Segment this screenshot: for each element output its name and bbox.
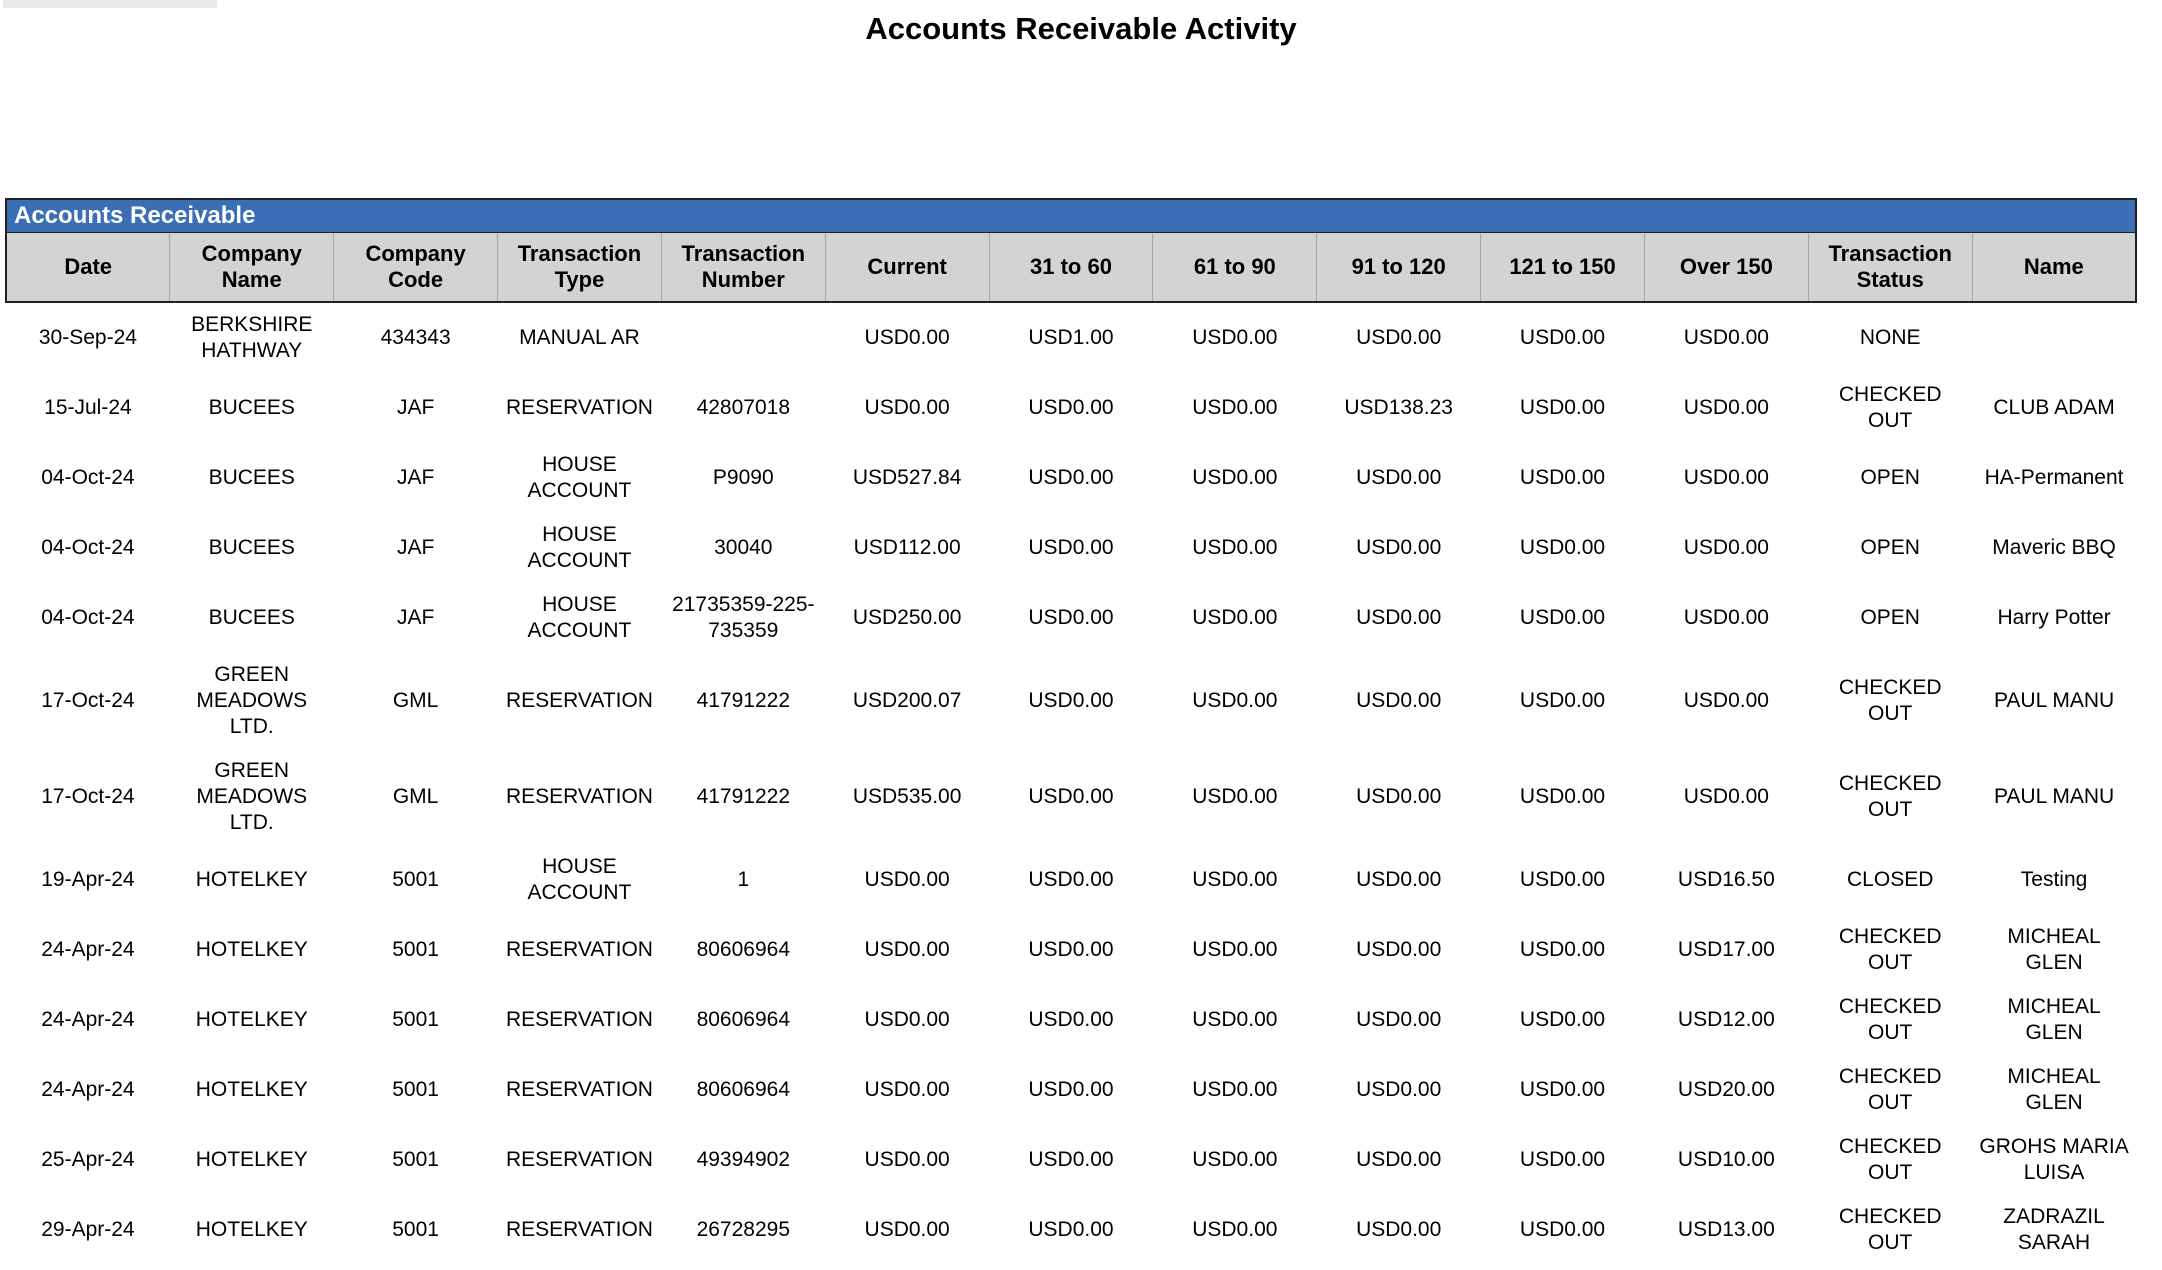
table-cell: OPEN: [1808, 513, 1972, 583]
table-cell: USD0.00: [825, 845, 989, 915]
column-header: 121 to 150: [1481, 233, 1645, 302]
column-header: Company Name: [170, 233, 334, 302]
table-cell: USD0.00: [989, 653, 1153, 749]
table-cell: USD0.00: [1481, 985, 1645, 1055]
table-cell: 80606964: [661, 1055, 825, 1125]
table-cell: 80606964: [661, 985, 825, 1055]
table-body: [6, 302, 2136, 1265]
table-cell: CHECKED OUT: [1808, 1195, 1972, 1265]
column-header: Name: [1972, 233, 2136, 302]
table-cell: USD527.84: [825, 443, 989, 513]
table-cell: BUCEES: [170, 513, 334, 583]
table-cell: 49394902: [661, 1125, 825, 1195]
table-cell: USD0.00: [1153, 1055, 1317, 1125]
table-cell: HOTELKEY: [170, 1125, 334, 1195]
table-cell: USD0.00: [1317, 1195, 1481, 1265]
table-cell: USD0.00: [1317, 985, 1481, 1055]
table-row: [6, 749, 2136, 845]
table-row: [6, 1195, 2136, 1265]
table-cell: [661, 302, 825, 373]
table-cell: BERKSHIRE HATHWAY: [170, 302, 334, 373]
table-cell: 24-Apr-24: [6, 915, 170, 985]
table-cell: USD0.00: [989, 443, 1153, 513]
table-cell: 5001: [334, 1125, 498, 1195]
table-cell: USD0.00: [1317, 845, 1481, 915]
table-cell: USD535.00: [825, 749, 989, 845]
table-cell: 04-Oct-24: [6, 583, 170, 653]
table-cell: USD0.00: [1153, 513, 1317, 583]
table-cell: USD0.00: [1481, 513, 1645, 583]
table-cell: RESERVATION: [498, 915, 662, 985]
table-cell: JAF: [334, 583, 498, 653]
table-cell: USD0.00: [1644, 443, 1808, 513]
table-cell: USD0.00: [989, 583, 1153, 653]
table-cell: USD0.00: [825, 373, 989, 443]
table-cell: GROHS MARIA LUISA: [1972, 1125, 2136, 1195]
table-cell: OPEN: [1808, 583, 1972, 653]
table-cell: USD0.00: [1317, 443, 1481, 513]
column-header: Transaction Number: [661, 233, 825, 302]
table-cell: USD0.00: [989, 1125, 1153, 1195]
table-cell: RESERVATION: [498, 749, 662, 845]
table-cell: HOTELKEY: [170, 845, 334, 915]
table-cell: USD0.00: [1481, 915, 1645, 985]
table-cell: USD0.00: [1644, 373, 1808, 443]
table-cell: USD0.00: [1481, 443, 1645, 513]
table-cell: USD0.00: [989, 915, 1153, 985]
table-cell: USD0.00: [825, 302, 989, 373]
table-cell: USD12.00: [1644, 985, 1808, 1055]
table-cell: USD0.00: [989, 1195, 1153, 1265]
table-cell: USD0.00: [1481, 653, 1645, 749]
table-row: [6, 583, 2136, 653]
table-cell: USD0.00: [1644, 302, 1808, 373]
table-cell: USD0.00: [1317, 302, 1481, 373]
table-row: [6, 985, 2136, 1055]
table-cell: HOUSE ACCOUNT: [498, 583, 662, 653]
column-header: Company Code: [334, 233, 498, 302]
table-cell: JAF: [334, 373, 498, 443]
column-header: 31 to 60: [989, 233, 1153, 302]
table-row: [6, 373, 2136, 443]
table-cell: JAF: [334, 443, 498, 513]
table-cell: MICHEAL GLEN: [1972, 1055, 2136, 1125]
section-header-bar: [5, 198, 2137, 233]
table-cell: USD10.00: [1644, 1125, 1808, 1195]
table-cell: USD0.00: [989, 513, 1153, 583]
table-row: [6, 1055, 2136, 1125]
column-header: 91 to 120: [1317, 233, 1481, 302]
table-cell: USD0.00: [1153, 443, 1317, 513]
table-cell: RESERVATION: [498, 653, 662, 749]
table-cell: JAF: [334, 513, 498, 583]
table-cell: USD0.00: [825, 1195, 989, 1265]
table-header-row: [6, 233, 2136, 302]
table-cell: 41791222: [661, 653, 825, 749]
table-cell: RESERVATION: [498, 985, 662, 1055]
table-cell: [1972, 302, 2136, 373]
table-cell: 04-Oct-24: [6, 443, 170, 513]
table-cell: USD0.00: [1317, 749, 1481, 845]
table-cell: USD0.00: [1644, 513, 1808, 583]
table-cell: 21735359-225-735359: [661, 583, 825, 653]
table-cell: 42807018: [661, 373, 825, 443]
top-gray-strip: [3, 0, 217, 8]
table-cell: MICHEAL GLEN: [1972, 985, 2136, 1055]
table-cell: USD0.00: [1153, 302, 1317, 373]
table-cell: USD0.00: [1153, 373, 1317, 443]
table-cell: USD0.00: [989, 1055, 1153, 1125]
table-cell: RESERVATION: [498, 373, 662, 443]
table-cell: HOTELKEY: [170, 1195, 334, 1265]
table-cell: GML: [334, 749, 498, 845]
table-cell: USD0.00: [1317, 915, 1481, 985]
table-cell: USD16.50: [1644, 845, 1808, 915]
table-cell: USD0.00: [1481, 845, 1645, 915]
table-cell: USD0.00: [1481, 583, 1645, 653]
table-cell: HOUSE ACCOUNT: [498, 443, 662, 513]
table-cell: HOUSE ACCOUNT: [498, 845, 662, 915]
table-cell: Testing: [1972, 845, 2136, 915]
table-header: [6, 233, 2136, 302]
table-cell: USD1.00: [989, 302, 1153, 373]
table-cell: USD200.07: [825, 653, 989, 749]
table-cell: 26728295: [661, 1195, 825, 1265]
table-cell: USD0.00: [1317, 583, 1481, 653]
column-header: Transaction Type: [498, 233, 662, 302]
table-cell: CHECKED OUT: [1808, 749, 1972, 845]
table-cell: CLUB ADAM: [1972, 373, 2136, 443]
table-cell: 80606964: [661, 915, 825, 985]
table-row: [6, 513, 2136, 583]
table-cell: RESERVATION: [498, 1125, 662, 1195]
table-cell: 30040: [661, 513, 825, 583]
table-cell: USD0.00: [825, 915, 989, 985]
column-header: Over 150: [1644, 233, 1808, 302]
table-cell: USD0.00: [1317, 1055, 1481, 1125]
table-cell: 5001: [334, 985, 498, 1055]
table-row: [6, 915, 2136, 985]
table-cell: USD0.00: [989, 845, 1153, 915]
table-cell: USD0.00: [1481, 1055, 1645, 1125]
table-cell: ZADRAZIL SARAH: [1972, 1195, 2136, 1265]
table-row: [6, 302, 2136, 373]
table-cell: USD0.00: [989, 373, 1153, 443]
table-cell: USD0.00: [1481, 1125, 1645, 1195]
table-cell: USD20.00: [1644, 1055, 1808, 1125]
table-cell: 41791222: [661, 749, 825, 845]
column-header: Current: [825, 233, 989, 302]
table-cell: GREEN MEADOWS LTD.: [170, 653, 334, 749]
table-cell: USD138.23: [1317, 373, 1481, 443]
table-cell: 5001: [334, 915, 498, 985]
table-cell: USD250.00: [825, 583, 989, 653]
table-cell: CHECKED OUT: [1808, 915, 1972, 985]
table-cell: USD0.00: [825, 985, 989, 1055]
table-cell: USD0.00: [1153, 985, 1317, 1055]
table-cell: 17-Oct-24: [6, 653, 170, 749]
table-cell: 24-Apr-24: [6, 1055, 170, 1125]
table-cell: Harry Potter: [1972, 583, 2136, 653]
table-cell: USD13.00: [1644, 1195, 1808, 1265]
table-cell: USD0.00: [1153, 1195, 1317, 1265]
table-row: [6, 653, 2136, 749]
table-cell: USD17.00: [1644, 915, 1808, 985]
page-title: Accounts Receivable Activity: [865, 11, 1297, 46]
table-cell: 434343: [334, 302, 498, 373]
table-cell: USD0.00: [1644, 583, 1808, 653]
table-row: [6, 845, 2136, 915]
table-cell: 24-Apr-24: [6, 985, 170, 1055]
table-cell: 5001: [334, 1055, 498, 1125]
table-cell: CLOSED: [1808, 845, 1972, 915]
table-cell: CHECKED OUT: [1808, 1125, 1972, 1195]
table-cell: HA-Permanent: [1972, 443, 2136, 513]
table-cell: 29-Apr-24: [6, 1195, 170, 1265]
table-cell: Maveric BBQ: [1972, 513, 2136, 583]
table-cell: HOUSE ACCOUNT: [498, 513, 662, 583]
table-cell: 25-Apr-24: [6, 1125, 170, 1195]
table-cell: USD0.00: [1153, 915, 1317, 985]
table-cell: USD0.00: [1481, 1195, 1645, 1265]
accounts-receivable-report: [5, 198, 2137, 1265]
table-cell: USD0.00: [1317, 1125, 1481, 1195]
table-cell: HOTELKEY: [170, 1055, 334, 1125]
table-cell: P9090: [661, 443, 825, 513]
table-cell: 30-Sep-24: [6, 302, 170, 373]
table-cell: 17-Oct-24: [6, 749, 170, 845]
table-cell: USD0.00: [1481, 302, 1645, 373]
table-cell: MICHEAL GLEN: [1972, 915, 2136, 985]
table-cell: 19-Apr-24: [6, 845, 170, 915]
table-cell: USD0.00: [1153, 845, 1317, 915]
table-cell: USD0.00: [989, 749, 1153, 845]
table-cell: RESERVATION: [498, 1055, 662, 1125]
table-cell: HOTELKEY: [170, 915, 334, 985]
table-cell: CHECKED OUT: [1808, 1055, 1972, 1125]
table-cell: 5001: [334, 1195, 498, 1265]
table-cell: USD0.00: [1481, 373, 1645, 443]
table-cell: USD112.00: [825, 513, 989, 583]
table-cell: 04-Oct-24: [6, 513, 170, 583]
table-cell: GREEN MEADOWS LTD.: [170, 749, 334, 845]
table-cell: USD0.00: [1317, 653, 1481, 749]
table-cell: 1: [661, 845, 825, 915]
table-cell: USD0.00: [1153, 749, 1317, 845]
table-cell: CHECKED OUT: [1808, 653, 1972, 749]
table-cell: MANUAL AR: [498, 302, 662, 373]
column-header: Date: [6, 233, 170, 302]
table-cell: BUCEES: [170, 373, 334, 443]
table-cell: USD0.00: [1644, 749, 1808, 845]
table-cell: OPEN: [1808, 443, 1972, 513]
column-header: Transaction Status: [1808, 233, 1972, 302]
column-header: 61 to 90: [1153, 233, 1317, 302]
table-cell: USD0.00: [825, 1055, 989, 1125]
table-cell: CHECKED OUT: [1808, 373, 1972, 443]
table-cell: USD0.00: [1317, 513, 1481, 583]
table-cell: 5001: [334, 845, 498, 915]
table-cell: CHECKED OUT: [1808, 985, 1972, 1055]
table-cell: USD0.00: [1153, 583, 1317, 653]
table-cell: 15-Jul-24: [6, 373, 170, 443]
accounts-receivable-table: [5, 233, 2137, 1265]
table-cell: BUCEES: [170, 583, 334, 653]
table-cell: USD0.00: [1153, 653, 1317, 749]
table-cell: USD0.00: [1481, 749, 1645, 845]
table-row: [6, 1125, 2136, 1195]
table-cell: RESERVATION: [498, 1195, 662, 1265]
table-cell: USD0.00: [825, 1125, 989, 1195]
table-cell: GML: [334, 653, 498, 749]
table-cell: USD0.00: [1644, 653, 1808, 749]
table-row: [6, 443, 2136, 513]
table-cell: USD0.00: [1153, 1125, 1317, 1195]
table-cell: USD0.00: [989, 985, 1153, 1055]
section-title: Accounts Receivable: [14, 202, 256, 229]
table-cell: HOTELKEY: [170, 985, 334, 1055]
table-cell: PAUL MANU: [1972, 653, 2136, 749]
table-cell: PAUL MANU: [1972, 749, 2136, 845]
table-cell: BUCEES: [170, 443, 334, 513]
table-cell: NONE: [1808, 302, 1972, 373]
